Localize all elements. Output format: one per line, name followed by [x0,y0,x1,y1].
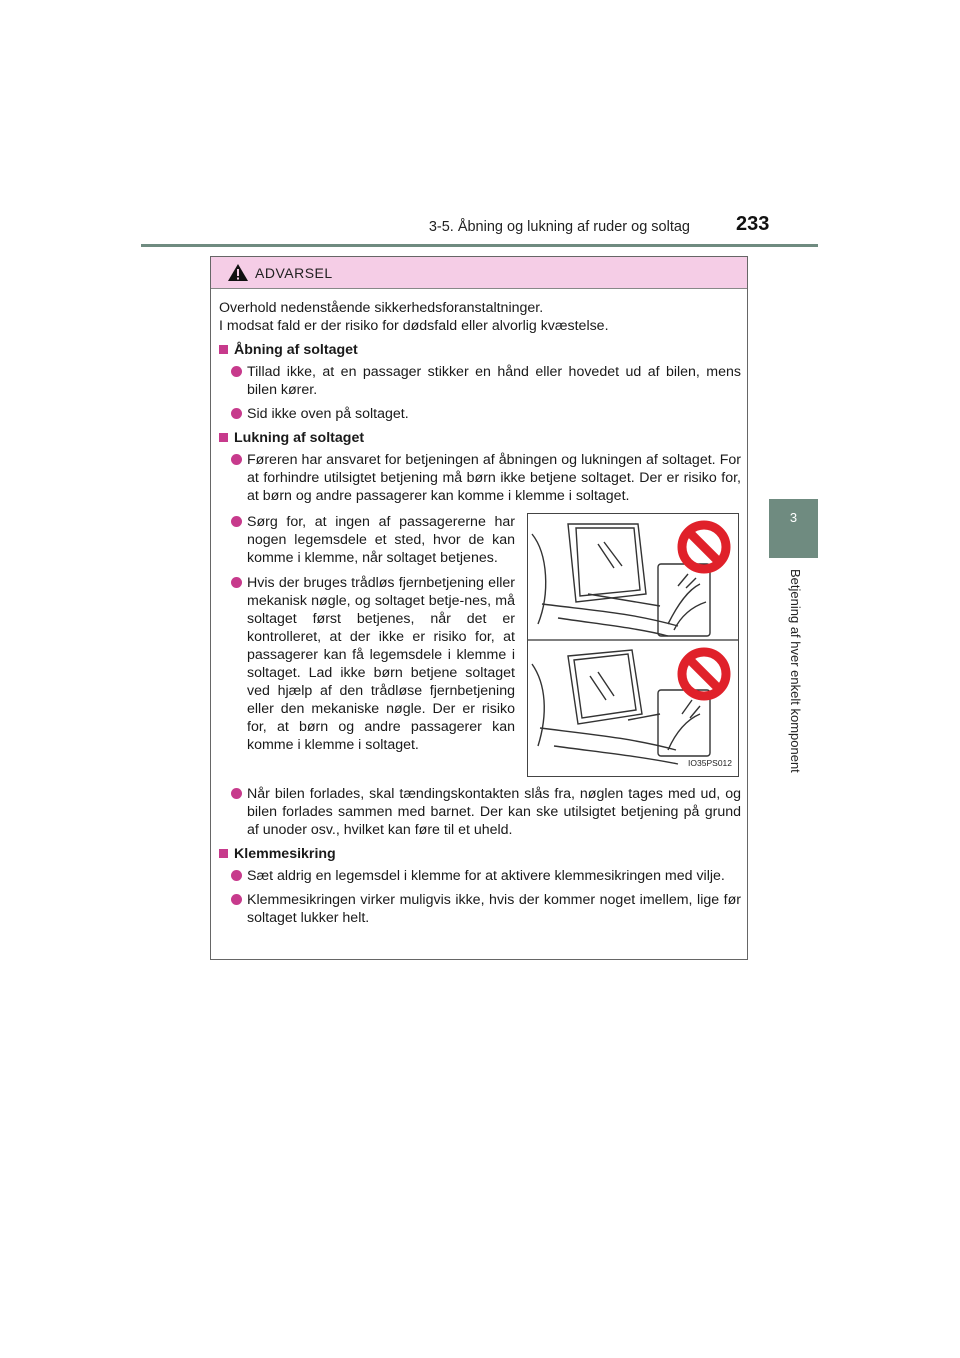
round-bullet-icon [231,454,242,465]
section-heading: Klemmesikring [219,845,741,863]
warning-body [211,289,747,927]
warning-header [211,257,747,289]
list-item: Klemmesikringen virker muligvis ikke, hvis der kommer noget imellem, lige før soltaget lukker helt. [231,891,741,927]
illustration-code: IO35PS012 [688,758,732,768]
warning-title: ADVARSEL [255,264,333,281]
section-heading: Lukning af soltaget [219,429,741,447]
list-item: Sæt aldrig en legemsdel i klemme for at aktivere klemmesikringen med vilje. [231,867,741,885]
list-item: Hvis der bruges trådløs fjernbetjening eller mekanisk nøgle, og soltaget betje-nes, må soltaget først betjenes, når det er kontrolleret, at der ikke er risiko for, at passagerer kan få legemsdele i klemme i soltaget. Lad ikke børn betjene soltaget ved hjælp af den trådløse fjernbetjening eller den mekaniske nøgle. Der er risiko for, at børn og andre passagerer kan komme i klemme i soltaget. [231,574,515,754]
warning-triangle-icon [227,263,249,282]
sunroof-illustration [527,513,739,777]
round-bullet-icon [231,408,242,419]
round-bullet-icon [231,577,242,588]
list-item: Sørg for, at ingen af passagererne har nogen legemsdele et sted, hvor de kan komme i klemme, når soltaget betjenes. [231,513,515,567]
warning-box [210,256,748,960]
list-item: Føreren har ansvaret for betjeningen af åbningen og lukningen af soltaget. For at forhindre utilsigtet betjening må børn ikke betjene soltaget. Der er risiko for, at børn og andre passagerer kan komme i klemme i soltaget. [231,451,741,505]
square-bullet-icon [219,849,228,858]
square-bullet-icon [219,345,228,354]
chapter-label: Betjening af hver enkelt komponent [788,569,803,773]
illustrated-section [219,513,741,777]
round-bullet-icon [231,788,242,799]
section-heading: Åbning af soltaget [219,341,741,359]
page-number: 233 [736,213,770,235]
chapter-tab [769,499,818,558]
round-bullet-icon [231,894,242,905]
chapter-number: 3 [789,510,798,525]
list-item: Når bilen forlades, skal tændingskontakten slås fra, nøglen tages med ud, og bilen forlades sammen med barnet. Der kan ske utilsigtet betjening på grund af unoder osv., hvilket kan føre til et uheld. [231,785,741,839]
intro-line: I modsat fald er der risiko for dødsfald eller alvorlig kvæstelse. [219,318,609,334]
list-item: Tillad ikke, at en passager stikker en hånd eller hovedet ud af bilen, mens bilen kører. [231,363,741,399]
round-bullet-icon [231,366,242,377]
round-bullet-icon [231,870,242,881]
sunroof-pinch-illustration [528,514,738,776]
intro-line: Overhold nedenstående sikkerhedsforanstaltninger. [219,300,544,316]
list-item: Sid ikke oven på soltaget. [231,405,741,423]
header-rule [141,244,818,247]
square-bullet-icon [219,433,228,442]
round-bullet-icon [231,516,242,527]
section-title: 3-5. Åbning og lukning af ruder og soltag [428,219,690,235]
side-bullets [219,513,515,777]
